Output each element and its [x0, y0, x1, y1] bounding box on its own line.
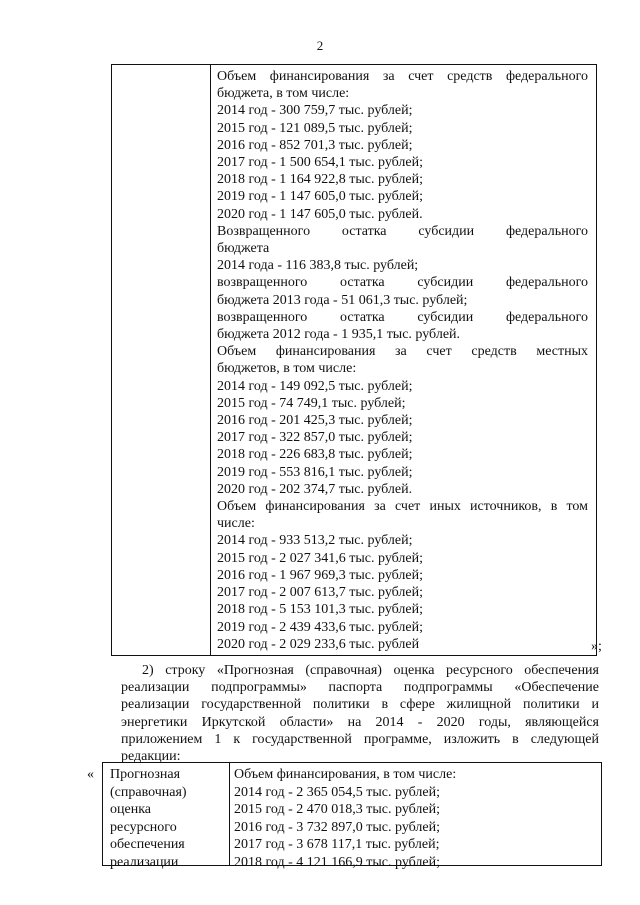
table-line: числе: [217, 516, 255, 532]
table-line: 2016 год - 852 701,3 тыс. рублей; [217, 137, 413, 153]
amendment-paragraph [121, 662, 599, 765]
table-line: 2017 год - 2 007 613,7 тыс. рублей; [217, 585, 424, 601]
paragraph-line: реализации государственной политики в сфере жилищной политики и [121, 697, 599, 713]
closing-quote: »; [591, 639, 602, 654]
table-line: 2018 год - 5 153 101,3 тыс. рублей; [217, 602, 424, 618]
table-line: 2020 год - 1 147 605,0 тыс. рублей. [217, 206, 423, 222]
table-line: 2015 год - 74 749,1 тыс. рублей; [217, 395, 406, 411]
table-line: 2014 года - 116 383,8 тыс. рублей; [217, 258, 419, 274]
paragraph-line: 2) строку «Прогнозная (справочная) оценка ресурсного обеспечения [142, 663, 599, 678]
table-line: 2017 год - 322 857,0 тыс. рублей; [217, 430, 413, 446]
table-line: 2014 год - 933 513,2 тыс. рублей; [217, 533, 413, 549]
table-line: возвращенного остатка субсидии федерального [217, 309, 588, 325]
table-line: Объем финансирования за счет средств местных [217, 344, 588, 360]
table-line: 2016 год - 3 732 897,0 тыс. рублей; [234, 819, 441, 835]
table-line: Объем финансирования за счет средств федерального [217, 69, 588, 84]
funding-volume-cell [234, 766, 594, 872]
paragraph-line: приложением 1 к государственной программе, изложить в следующей [121, 731, 599, 747]
table-line: 2015 год - 2 027 341,6 тыс. рублей; [217, 550, 424, 566]
table-line: 2014 год - 149 092,5 тыс. рублей; [217, 378, 413, 394]
table-line: возвращенного остатка субсидии федерального [217, 275, 588, 291]
page-number: 2 [316, 38, 324, 53]
table-column-divider [210, 65, 211, 655]
table-line: 2014 год - 2 365 054,5 тыс. рублей; [234, 784, 441, 800]
table-line: бюджетов, в том числе: [217, 361, 357, 377]
table-line: 2014 год - 300 759,7 тыс. рублей; [217, 103, 413, 119]
table-line: 2019 год - 2 439 433,6 тыс. рублей; [217, 619, 424, 635]
table-line: 2020 год - 202 374,7 тыс. рублей. [217, 481, 413, 497]
table-line: 2019 год - 1 147 605,0 тыс. рублей; [217, 189, 424, 205]
table-line: 2015 год - 2 470 018,3 тыс. рублей; [234, 802, 441, 818]
paragraph-line: редакции: [121, 749, 181, 765]
table-line: 2015 год - 121 089,5 тыс. рублей; [217, 120, 413, 136]
table-line: 2017 год - 3 678 117,1 тыс. рублей; [234, 837, 440, 853]
row-title-cell [110, 766, 225, 872]
table-line: Объем финансирования, в том числе: [234, 767, 457, 782]
table-line: 2020 год - 2 029 233,6 тыс. рублей [217, 636, 420, 652]
table-line: 2016 год - 201 425,3 тыс. рублей; [217, 413, 413, 429]
table-line: бюджета, в том числе: [217, 86, 350, 102]
table-line: 2016 год - 1 967 969,3 тыс. рублей; [217, 567, 424, 583]
table-line: (справочная) [110, 784, 187, 800]
opening-quote: « [87, 767, 94, 782]
table-line: 2018 год - 4 121 166,9 тыс. рублей; [234, 854, 441, 870]
table-line: 2019 год - 553 816,1 тыс. рублей; [217, 464, 413, 480]
table-line: бюджета 2012 года - 1 935,1 тыс. рублей. [217, 327, 461, 343]
funding-table-continued [111, 64, 597, 656]
table-line: 2018 год - 226 683,8 тыс. рублей; [217, 447, 413, 463]
table-column-divider [229, 763, 230, 865]
paragraph-line: энергетики Иркутской области» на 2014 - 2020 годы, являющейся [121, 714, 599, 730]
table-line: Прогнозная [110, 767, 181, 782]
paragraph-line: реализации подпрограммы» паспорта подпрограммы «Обеспечение [121, 680, 599, 696]
table-line: бюджета [217, 241, 270, 257]
table-line: 2018 год - 1 164 922,8 тыс. рублей; [217, 172, 424, 188]
funding-volume-cell [217, 68, 588, 653]
table-line: бюджета 2013 года - 51 061,3 тыс. рублей; [217, 292, 468, 308]
table-line: ресурсного [110, 819, 177, 835]
table-line: Возвращенного остатка субсидии федерального [217, 223, 588, 239]
table-line: Объем финансирования за счет иных источников, в том [217, 499, 588, 515]
table-line: оценка [110, 802, 152, 818]
table-line: 2017 год - 1 500 654,1 тыс. рублей; [217, 155, 424, 171]
table-line: реализации [110, 854, 179, 870]
forecast-resource-table [102, 762, 602, 870]
table-line: обеспечения [110, 837, 185, 853]
